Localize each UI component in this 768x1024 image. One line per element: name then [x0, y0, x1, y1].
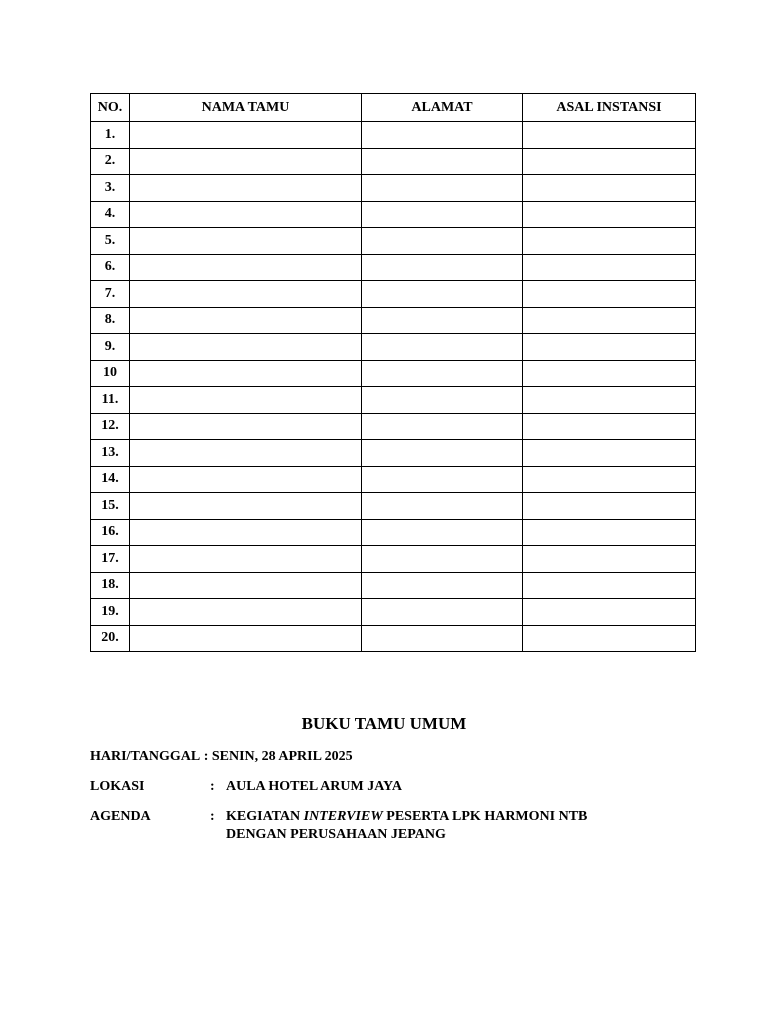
row-number: 15.	[91, 493, 130, 520]
table-body	[91, 122, 696, 652]
cell-nama-tamu	[130, 546, 362, 573]
cell-alamat	[362, 466, 523, 493]
row-number: 20.	[91, 625, 130, 652]
cell-asal-instansi	[523, 307, 696, 334]
cell-nama-tamu	[130, 175, 362, 202]
row-number: 17.	[91, 546, 130, 573]
agenda-prefix: KEGIATAN	[226, 809, 304, 824]
cell-nama-tamu	[130, 413, 362, 440]
date-colon: :	[200, 749, 212, 764]
row-number: 9.	[91, 334, 130, 361]
cell-nama-tamu	[130, 599, 362, 626]
row-number: 18.	[91, 572, 130, 599]
row-number: 19.	[91, 599, 130, 626]
location-label: LOKASI	[90, 779, 145, 794]
table-row	[91, 440, 696, 467]
cell-asal-instansi	[523, 572, 696, 599]
cell-alamat	[362, 599, 523, 626]
row-number: 11.	[91, 387, 130, 414]
row-number: 14.	[91, 466, 130, 493]
cell-alamat	[362, 281, 523, 308]
guest-table	[90, 93, 696, 652]
cell-alamat	[362, 360, 523, 387]
cell-nama-tamu	[130, 148, 362, 175]
table-row	[91, 546, 696, 573]
row-number: 12.	[91, 413, 130, 440]
row-number: 13.	[91, 440, 130, 467]
cell-nama-tamu	[130, 466, 362, 493]
table-row	[91, 281, 696, 308]
table-row	[91, 493, 696, 520]
cell-alamat	[362, 148, 523, 175]
row-number: 3.	[91, 175, 130, 202]
cell-nama-tamu	[130, 572, 362, 599]
table-row	[91, 228, 696, 255]
cell-asal-instansi	[523, 519, 696, 546]
row-number: 1.	[91, 122, 130, 149]
table-row	[91, 625, 696, 652]
table-row	[91, 201, 696, 228]
cell-nama-tamu	[130, 625, 362, 652]
cell-asal-instansi	[523, 281, 696, 308]
agenda-value	[226, 808, 690, 844]
cell-asal-instansi	[523, 334, 696, 361]
cell-nama-tamu	[130, 387, 362, 414]
cell-alamat	[362, 334, 523, 361]
cell-nama-tamu	[130, 254, 362, 281]
cell-asal-instansi	[523, 493, 696, 520]
agenda-suffix: PESERTA LPK HARMONI NTB	[382, 809, 588, 824]
cell-asal-instansi	[523, 546, 696, 573]
cell-asal-instansi	[523, 228, 696, 255]
location-colon: :	[210, 779, 215, 794]
cell-asal-instansi	[523, 122, 696, 149]
table-row	[91, 122, 696, 149]
row-number: 5.	[91, 228, 130, 255]
row-number: 8.	[91, 307, 130, 334]
agenda-line2: DENGAN PERUSAHAAN JEPANG	[226, 827, 446, 842]
agenda-colon: :	[210, 809, 215, 824]
cell-asal-instansi	[523, 148, 696, 175]
cell-nama-tamu	[130, 228, 362, 255]
cell-alamat	[362, 228, 523, 255]
cell-alamat	[362, 122, 523, 149]
table-row	[91, 572, 696, 599]
header-no: NO.	[91, 94, 130, 122]
table-header-row	[91, 94, 696, 122]
cell-alamat	[362, 493, 523, 520]
table-row	[91, 466, 696, 493]
agenda-label: AGENDA	[90, 809, 151, 824]
cell-nama-tamu	[130, 281, 362, 308]
cell-alamat	[362, 175, 523, 202]
cell-alamat	[362, 625, 523, 652]
cell-asal-instansi	[523, 175, 696, 202]
cell-alamat	[362, 201, 523, 228]
location-value: AULA HOTEL ARUM JAYA	[226, 779, 402, 794]
row-number: 2.	[91, 148, 130, 175]
cell-nama-tamu	[130, 519, 362, 546]
cell-alamat	[362, 387, 523, 414]
cell-nama-tamu	[130, 440, 362, 467]
cell-asal-instansi	[523, 360, 696, 387]
table-row	[91, 254, 696, 281]
row-number: 10	[91, 360, 130, 387]
date-label: HARI/TANGGAL	[90, 749, 201, 764]
cell-nama-tamu	[130, 307, 362, 334]
row-number: 6.	[91, 254, 130, 281]
table-row	[91, 387, 696, 414]
cell-alamat	[362, 413, 523, 440]
table-row	[91, 360, 696, 387]
cell-alamat	[362, 307, 523, 334]
guestbook-info	[90, 712, 690, 856]
cell-asal-instansi	[523, 466, 696, 493]
table-row	[91, 334, 696, 361]
cell-asal-instansi	[523, 413, 696, 440]
table-row	[91, 148, 696, 175]
guestbook-title: BUKU TAMU UMUM	[301, 714, 467, 733]
date-row	[90, 748, 690, 766]
cell-nama-tamu	[130, 360, 362, 387]
cell-nama-tamu	[130, 201, 362, 228]
cell-asal-instansi	[523, 625, 696, 652]
row-number: 7.	[91, 281, 130, 308]
agenda-row	[90, 808, 690, 844]
header-nama-tamu: NAMA TAMU	[130, 94, 362, 122]
row-number: 4.	[91, 201, 130, 228]
cell-nama-tamu	[130, 122, 362, 149]
cell-asal-instansi	[523, 599, 696, 626]
table-row	[91, 599, 696, 626]
cell-alamat	[362, 572, 523, 599]
header-asal-instansi: ASAL INSTANSI	[523, 94, 696, 122]
header-alamat: ALAMAT	[362, 94, 523, 122]
table-row	[91, 175, 696, 202]
row-number: 16.	[91, 519, 130, 546]
location-row	[90, 778, 690, 796]
date-value: SENIN, 28 APRIL 2025	[211, 749, 353, 764]
table-row	[91, 519, 696, 546]
cell-alamat	[362, 546, 523, 573]
cell-nama-tamu	[130, 334, 362, 361]
cell-alamat	[362, 440, 523, 467]
table-row	[91, 413, 696, 440]
cell-alamat	[362, 519, 523, 546]
table-row	[91, 307, 696, 334]
cell-asal-instansi	[523, 201, 696, 228]
cell-asal-instansi	[523, 254, 696, 281]
cell-asal-instansi	[523, 387, 696, 414]
cell-alamat	[362, 254, 523, 281]
cell-nama-tamu	[130, 493, 362, 520]
agenda-italic: INTERVIEW	[303, 809, 383, 824]
cell-asal-instansi	[523, 440, 696, 467]
